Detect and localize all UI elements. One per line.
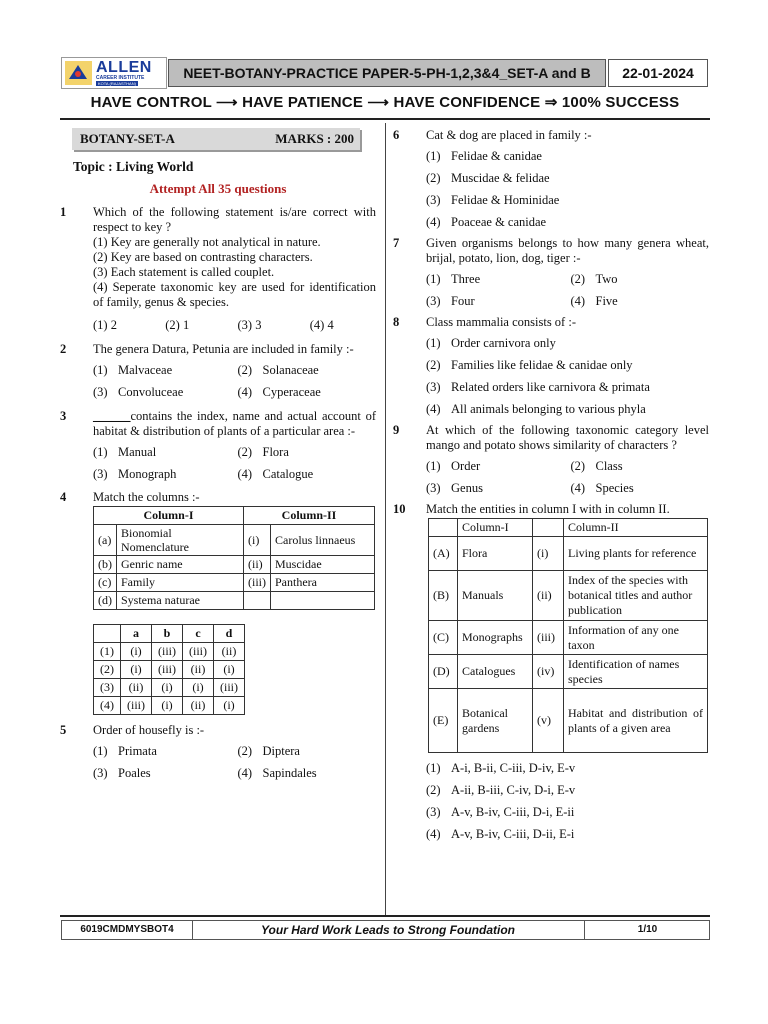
table-row <box>429 537 708 571</box>
table-cell: (1) <box>94 643 121 661</box>
table-cell: (4) <box>94 697 121 715</box>
option-text: Order <box>451 459 481 473</box>
table-cell: (i) <box>121 643 152 661</box>
table-cell: (E) <box>429 689 458 753</box>
table-cell: Carolus linnaeus <box>271 525 375 556</box>
question-text: Match the columns :- <box>93 490 200 504</box>
question-5 <box>60 723 376 781</box>
option-label: (4) <box>426 215 441 229</box>
option[interactable] <box>93 744 232 759</box>
option-text: A-ii, B-iii, C-iv, D-i, E-v <box>451 783 576 797</box>
table-row <box>94 556 375 574</box>
match-table <box>93 506 375 610</box>
option-text: Solanaceae <box>262 363 319 377</box>
table-cell: (ii) <box>183 661 214 679</box>
footer-rule <box>60 915 710 917</box>
question-number: 4 <box>60 490 67 504</box>
set-marks: MARKS : 200 <box>275 131 354 146</box>
option[interactable] <box>426 761 709 776</box>
statement: (1) Key are generally not analytical in nature. <box>93 235 321 249</box>
option[interactable] <box>426 481 565 496</box>
question-6 <box>393 128 709 230</box>
option[interactable] <box>238 766 377 781</box>
table-cell <box>429 519 458 537</box>
question-3 <box>60 409 376 482</box>
option-label: (2) <box>237 744 253 758</box>
table-cell: (i) <box>214 661 245 679</box>
table-cell: Genric name <box>117 556 244 574</box>
table-cell: (iv) <box>533 655 564 689</box>
question-number: 2 <box>60 342 67 356</box>
table-cell: Monographs <box>458 621 533 655</box>
answer-row[interactable] <box>94 679 245 697</box>
option-label: (2) <box>570 272 586 286</box>
option-text: Cyperaceae <box>262 385 321 399</box>
table-cell: Manuals <box>458 571 533 621</box>
answer-row[interactable] <box>94 643 245 661</box>
table-cell: (i) <box>214 697 245 715</box>
question-number: 6 <box>393 128 400 142</box>
answer-header: c <box>183 625 214 643</box>
option-label: (2) <box>237 445 253 459</box>
question-number: 3 <box>60 409 67 423</box>
option-label: (3) <box>426 294 441 308</box>
option-label: (4) <box>570 481 586 495</box>
option[interactable] <box>93 766 232 781</box>
option[interactable] <box>426 358 709 373</box>
option-text: Genus <box>451 481 483 495</box>
question-text: Given organisms belongs to how many genera wheat, brijal, potato, lion, dog, tiger :- <box>426 236 709 265</box>
option-text: All animals belonging to various phyla <box>451 402 646 416</box>
table-row <box>94 592 375 610</box>
answer-header: d <box>214 625 245 643</box>
statement: (4) Seperate taxonomic key are used for identification of family, genus & species. <box>93 280 376 309</box>
set-name: BOTANY-SET-A <box>80 131 175 146</box>
table-cell: Index of the species with botanical titles and author publication <box>564 571 708 621</box>
allen-emblem-icon <box>65 61 92 85</box>
option-label: (3) <box>93 467 108 481</box>
option-text: Order carnivora only <box>451 336 556 350</box>
option-label: (4) <box>426 827 441 841</box>
question-1 <box>60 205 376 333</box>
option-text: Three <box>451 272 481 286</box>
options <box>93 744 376 781</box>
option-label: (2) <box>426 358 441 372</box>
options <box>93 318 376 333</box>
table-cell: (ii) <box>533 571 564 621</box>
answer-table <box>93 624 245 715</box>
options <box>426 459 709 496</box>
topic: Topic : Living World <box>73 159 194 174</box>
table-cell: Panthera <box>271 574 375 592</box>
question-text: Which of the following statement is/are correct with respect to key ? <box>93 205 376 234</box>
attempt-note: Attempt All 35 questions <box>149 181 287 196</box>
column-header: Column-II <box>564 519 708 537</box>
table-cell: (iii) <box>214 679 245 697</box>
option[interactable] <box>238 467 377 482</box>
table-cell: (i) <box>533 537 564 571</box>
right-column <box>393 128 709 842</box>
answer-header: a <box>121 625 152 643</box>
option[interactable] <box>93 445 232 460</box>
table-cell: Systema naturae <box>117 592 244 610</box>
option-text: Families like felidae & canidae only <box>451 358 633 372</box>
option-label: (3) <box>93 766 108 780</box>
option[interactable] <box>426 193 709 208</box>
option-label: (1) <box>93 744 108 758</box>
option[interactable] <box>426 459 565 474</box>
option-label: (1) <box>93 445 108 459</box>
question-text: Cat & dog are placed in family :- <box>426 128 592 142</box>
answer-row[interactable] <box>94 697 245 715</box>
table-cell: Habitat and distribution of plants of a given area <box>564 689 708 753</box>
option[interactable] <box>426 171 709 186</box>
column-header: Column-I <box>94 507 244 525</box>
option-text: Manual <box>118 445 157 459</box>
option-label: (4) <box>237 385 253 399</box>
option-text: Catalogue <box>262 467 314 481</box>
option[interactable] <box>238 744 377 759</box>
option[interactable] <box>238 445 377 460</box>
answer-header: b <box>152 625 183 643</box>
option-text: Four <box>451 294 475 308</box>
option-text: Species <box>595 481 634 495</box>
table-cell: (i) <box>152 679 183 697</box>
table-cell: Muscidae <box>271 556 375 574</box>
option-label: (4) <box>426 402 441 416</box>
header-rule <box>60 118 710 120</box>
paper-title: NEET-BOTANY-PRACTICE PAPER-5-PH-1,2,3&4_SET-A and B <box>168 59 606 87</box>
option-label: (4) <box>237 467 253 481</box>
option[interactable] <box>426 380 709 395</box>
column-separator <box>385 123 386 915</box>
table-cell: (i) <box>121 661 152 679</box>
question-text: Class mammalia consists of :- <box>426 315 576 329</box>
question-7 <box>393 236 709 309</box>
option-text: Sapindales <box>262 766 317 780</box>
set-box <box>72 128 360 150</box>
footer-slogan: Your Hard Work Leads to Strong Foundation <box>261 923 515 937</box>
options <box>426 149 709 230</box>
question-9 <box>393 423 709 496</box>
option[interactable] <box>571 481 710 496</box>
option[interactable] <box>426 149 709 164</box>
option-text: Malvaceae <box>118 363 173 377</box>
option-label: (3) <box>426 805 441 819</box>
table-cell: (ii) <box>183 697 214 715</box>
option[interactable]: (4) 4 <box>309 318 334 332</box>
option-text: A-i, B-ii, C-iii, D-iv, E-v <box>451 761 576 775</box>
option-text: Felidae & Hominidae <box>451 193 560 207</box>
table-cell: Family <box>117 574 244 592</box>
table-cell <box>533 519 564 537</box>
option-label: (1) <box>426 459 441 473</box>
options <box>93 445 376 482</box>
option-text: Flora <box>262 445 289 459</box>
option-label: (3) <box>426 481 441 495</box>
table-cell: (i) <box>152 697 183 715</box>
table-cell: Identification of names species <box>564 655 708 689</box>
left-column <box>60 128 376 781</box>
table-row <box>94 574 375 592</box>
table-cell: (i) <box>183 679 214 697</box>
paper-date: 22-01-2024 <box>608 59 708 87</box>
paper-code: 6019CMDMYSBOT4 <box>62 921 193 939</box>
option-label: (3) <box>426 193 441 207</box>
table-cell: Flora <box>458 537 533 571</box>
option-label: (1) <box>426 336 441 350</box>
allen-logo <box>61 57 167 89</box>
table-cell: (a) <box>94 525 117 556</box>
question-text: The genera Datura, Petunia are included in family :- <box>93 342 354 356</box>
option[interactable] <box>426 215 709 230</box>
option-label: (3) <box>426 380 441 394</box>
statement: (3) Each statement is called couplet. <box>93 265 275 279</box>
option[interactable] <box>426 402 709 417</box>
table-cell: (2) <box>94 661 121 679</box>
table-cell: (iii) <box>183 643 214 661</box>
motto: HAVE CONTROL ⟶ HAVE PATIENCE ⟶ HAVE CONFIDENCE ⇒ 100% SUCCESS <box>90 94 680 111</box>
option-label: (4) <box>237 766 253 780</box>
question-text: At which of the following taxonomic category level mango and potato shows similarity of characters ? <box>426 423 709 452</box>
statement: (2) Key are based on contrasting characters. <box>93 250 313 264</box>
column-header: Column-II <box>244 507 375 525</box>
logo-sub: CAREER INSTITUTE <box>96 75 145 81</box>
table-row <box>429 689 708 753</box>
table-row <box>429 621 708 655</box>
option-text: Five <box>595 294 618 308</box>
option[interactable] <box>426 783 709 798</box>
option[interactable] <box>426 805 709 820</box>
option[interactable]: (2) 1 <box>165 318 190 332</box>
table-cell: (iii) <box>244 574 271 592</box>
table-row <box>94 525 375 556</box>
question-2 <box>60 342 376 400</box>
option[interactable] <box>93 385 232 400</box>
question-text <box>93 409 376 439</box>
table-cell: (c) <box>94 574 117 592</box>
table-cell: (ii) <box>121 679 152 697</box>
question-number: 7 <box>393 236 400 250</box>
answer-header <box>94 625 121 643</box>
option-text: Primata <box>118 744 157 758</box>
option-text: Poales <box>118 766 151 780</box>
option-label: (1) <box>426 761 441 775</box>
option-text: Diptera <box>262 744 300 758</box>
table-cell: (ii) <box>214 643 245 661</box>
option-text: Two <box>595 272 618 286</box>
match-table <box>428 518 708 753</box>
option-label: (2) <box>237 363 253 377</box>
option[interactable] <box>426 294 565 309</box>
option-text: Convoluceae <box>118 385 184 399</box>
option[interactable] <box>238 363 377 378</box>
options <box>93 363 376 400</box>
option[interactable]: (1) 2 <box>93 318 117 332</box>
option-text: Muscidae & felidae <box>451 171 550 185</box>
table-cell: (b) <box>94 556 117 574</box>
option[interactable] <box>93 363 232 378</box>
option[interactable] <box>426 272 565 287</box>
logo-brand: ALLEN <box>96 59 152 76</box>
option[interactable] <box>426 336 709 351</box>
option[interactable]: (3) 3 <box>237 318 262 332</box>
options <box>426 336 709 417</box>
option[interactable] <box>238 385 377 400</box>
option-text: A-v, B-iv, C-iii, D-ii, E-i <box>451 827 575 841</box>
table-cell: (i) <box>244 525 271 556</box>
table-cell: (iii) <box>121 697 152 715</box>
option[interactable] <box>571 294 710 309</box>
option-label: (2) <box>426 783 441 797</box>
option-text: Class <box>595 459 623 473</box>
table-cell: (D) <box>429 655 458 689</box>
table-cell: (B) <box>429 571 458 621</box>
logo-sub2: KOTA (RAJASTHAN) <box>98 81 136 86</box>
option-label: (3) <box>93 385 108 399</box>
table-cell: (iii) <box>152 661 183 679</box>
question-text: Match the entities in column I with in column II. <box>426 502 670 516</box>
page-number: 1/10 <box>584 921 710 939</box>
table-cell: (C) <box>429 621 458 655</box>
table-cell: Bionomial Nomenclature <box>117 525 244 556</box>
option-label: (1) <box>426 149 441 163</box>
option-label: (2) <box>426 171 441 185</box>
question-number: 1 <box>60 205 67 219</box>
option-label: (2) <box>570 459 586 473</box>
option[interactable] <box>571 459 710 474</box>
question-4 <box>60 490 376 715</box>
option-label: (1) <box>426 272 441 286</box>
option-text: Related orders like carnivora & primata <box>451 380 650 394</box>
option[interactable] <box>571 272 710 287</box>
question-text: Order of housefly is :- <box>93 723 205 737</box>
table-cell: (iii) <box>533 621 564 655</box>
question-number: 8 <box>393 315 400 329</box>
table-row <box>429 655 708 689</box>
table-cell: (A) <box>429 537 458 571</box>
options <box>426 761 709 842</box>
question-8 <box>393 315 709 417</box>
table-cell: (v) <box>533 689 564 753</box>
table-cell: Catalogues <box>458 655 533 689</box>
question-10 <box>393 502 709 842</box>
table-cell: (d) <box>94 592 117 610</box>
option-label: (4) <box>570 294 586 308</box>
question-text-body: contains the index, name and actual account of habitat & distribution of plants of a particular area :- <box>93 409 376 438</box>
table-cell <box>244 592 271 610</box>
table-cell <box>271 592 375 610</box>
table-cell: (ii) <box>244 556 271 574</box>
footer <box>61 920 710 940</box>
option-text: Monograph <box>118 467 177 481</box>
option-text: A-v, B-iv, C-iii, D-i, E-ii <box>451 805 575 819</box>
option-text: Felidae & canidae <box>451 149 542 163</box>
blank: ______ <box>93 409 131 423</box>
question-number: 5 <box>60 723 67 737</box>
option-label: (1) <box>93 363 108 377</box>
option[interactable] <box>93 467 232 482</box>
option-text: Poaceae & canidae <box>451 215 547 229</box>
question-number: 10 <box>393 502 406 516</box>
table-cell: (3) <box>94 679 121 697</box>
table-cell: Information of any one taxon <box>564 621 708 655</box>
option[interactable] <box>426 827 709 842</box>
table-cell: Living plants for reference <box>564 537 708 571</box>
question-number: 9 <box>393 423 400 437</box>
options <box>426 272 709 309</box>
answer-row[interactable] <box>94 661 245 679</box>
table-cell: (iii) <box>152 643 183 661</box>
table-row <box>429 571 708 621</box>
column-header: Column-I <box>458 519 533 537</box>
table-cell: Botanical gardens <box>458 689 533 753</box>
